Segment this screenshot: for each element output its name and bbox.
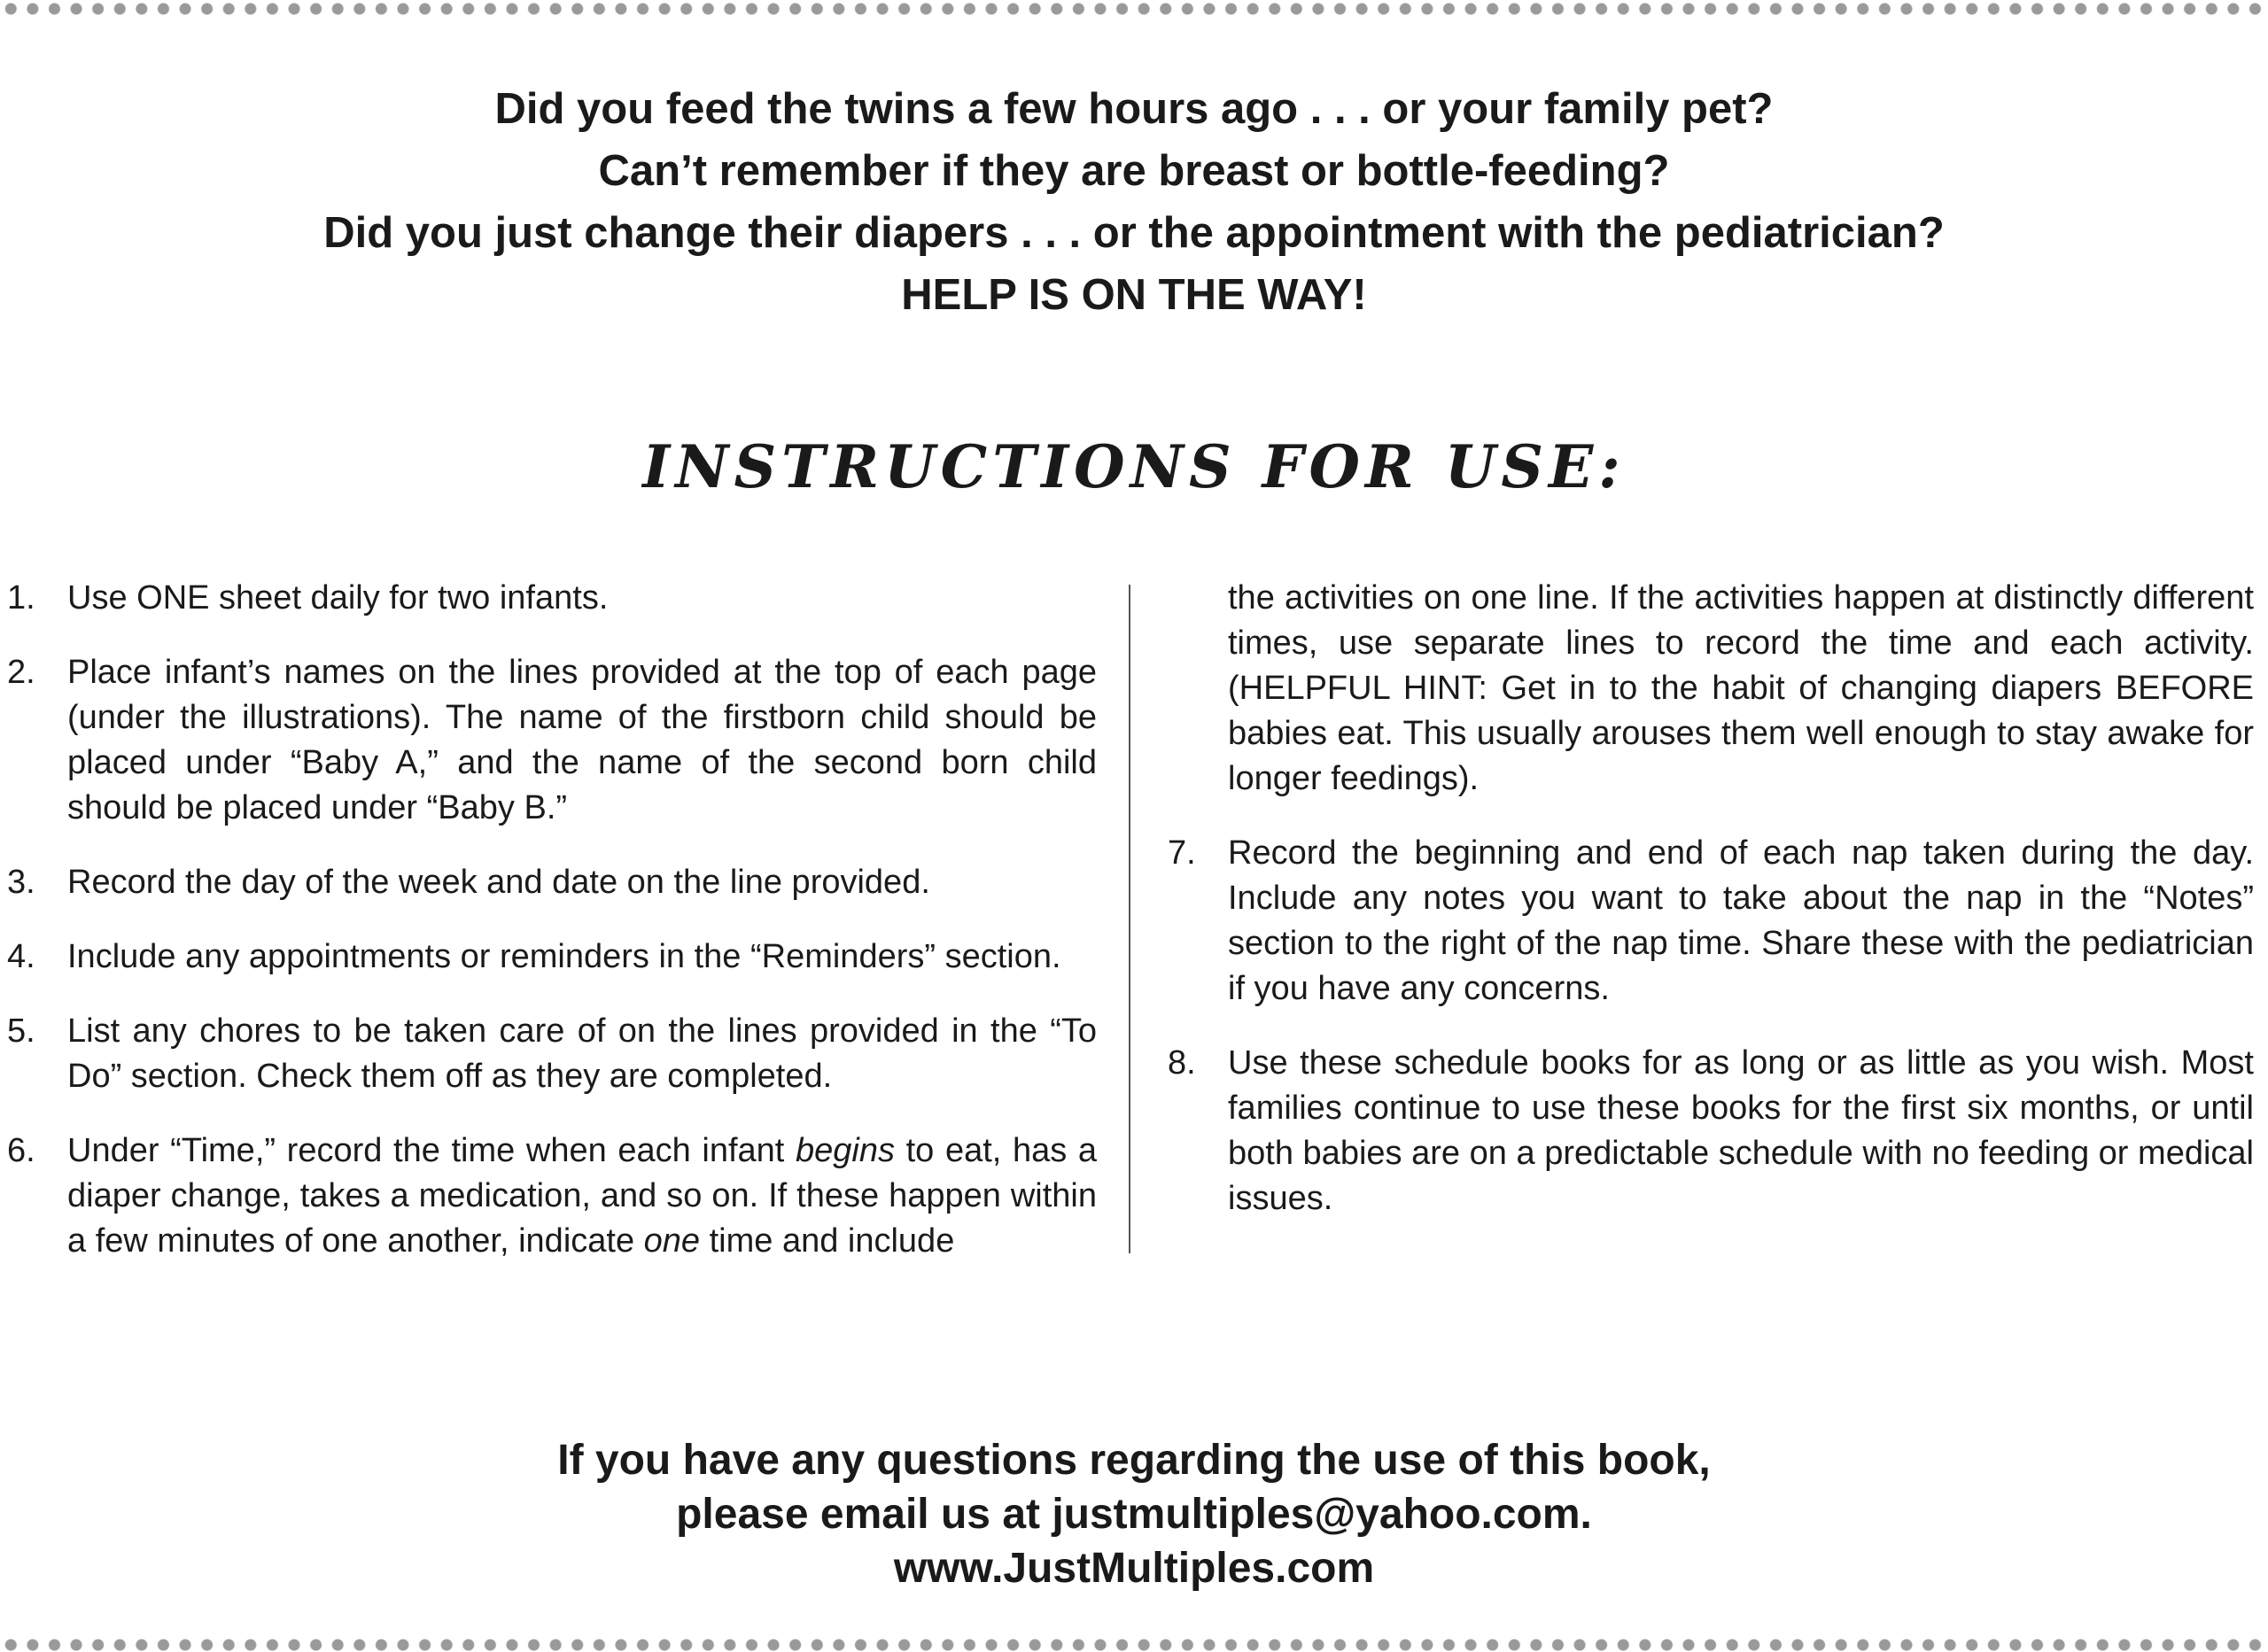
item-text: Include any appointments or reminders in the “Reminders” section. — [67, 938, 1061, 975]
bottom-dotted-border — [0, 1638, 2268, 1652]
item-number: 6. — [7, 1132, 35, 1169]
list-item — [7, 1009, 1097, 1099]
footer-email-line: please email us at justmultiples@yahoo.com. — [676, 1491, 1592, 1538]
list-item — [7, 1128, 1097, 1264]
item-number: 1. — [7, 579, 35, 617]
list-item — [7, 650, 1097, 831]
item-text-emphasis: begins — [796, 1132, 895, 1169]
intro-line: Can’t remember if they are breast or bottle-feeding? — [598, 147, 1670, 195]
item-text-part: Under “Time,” record the time when each infant — [67, 1132, 796, 1169]
intro-line: Did you feed the twins a few hours ago . . . or your family pet? — [494, 85, 1774, 133]
top-dotted-border — [0, 2, 2268, 16]
item-text: Use these schedule books for as long or as little as you wish. Most families continue to use these books for the first six months, or until both babies are on a predictable schedule with no feeding or medical issues. — [1228, 1044, 2254, 1217]
item-number: 2. — [7, 654, 35, 691]
instructions-heading: INSTRUCTIONS FOR USE: — [642, 432, 1626, 501]
item-text-part: time and include — [700, 1222, 955, 1260]
list-item — [1168, 831, 2254, 1012]
list-item — [1168, 1041, 2254, 1222]
intro-line: HELP IS ON THE WAY! — [901, 271, 1367, 319]
item-number: 8. — [1168, 1044, 1196, 1082]
item-number: 3. — [7, 864, 35, 901]
item-number: 4. — [7, 938, 35, 975]
item-text: Place infant’s names on the lines provided at the top of each page (under the illustrations). The name of the firstborn child should be placed under “Baby A,” and the name of the second born child should be placed under “Baby B.” — [67, 654, 1097, 826]
intro-text — [0, 78, 2268, 326]
item-number: 5. — [7, 1012, 35, 1050]
contact-footer — [0, 1433, 2268, 1595]
footer-website: www.JustMultiples.com — [893, 1545, 1375, 1592]
list-item — [7, 935, 1097, 980]
left-column — [7, 576, 1097, 1293]
list-item — [7, 860, 1097, 905]
item-text: Use ONE sheet daily for two infants. — [67, 579, 609, 617]
item-text — [67, 1128, 1097, 1264]
item-text-part: to eat, has a diaper change, takes a medication, and so on. If these happen within a few minutes of one another, indicate — [67, 1132, 1097, 1260]
list-item — [7, 576, 1097, 621]
right-column — [1168, 576, 2254, 1251]
item-text-emphasis: one — [643, 1222, 701, 1260]
item-text: List any chores to be taken care of on the lines provided in the “To Do” section. Check them off as they are completed. — [67, 1012, 1097, 1095]
item-text: Record the beginning and end of each nap taken during the day. Include any notes you want to take about the nap in the “Notes” section to the right of the nap time. Share these with the pediatrician if you have any concerns. — [1228, 834, 2254, 1007]
item-continuation: the activities on one line. If the activities happen at distinctly different times, use separate lines to record the time and each activity. (HELPFUL HINT: Get in to the habit of changing diapers BEFORE babies eat. This usually arouses them well enough to stay awake for longer feedings). — [1228, 579, 2254, 797]
item-text: Record the day of the week and date on the line provided. — [67, 864, 930, 901]
item-number: 7. — [1168, 834, 1196, 872]
footer-line: If you have any questions regarding the use of this book, — [557, 1437, 1711, 1484]
intro-line: Did you just change their diapers . . . or the appointment with the pediatrician? — [323, 209, 1945, 257]
column-divider — [1129, 585, 1130, 1253]
